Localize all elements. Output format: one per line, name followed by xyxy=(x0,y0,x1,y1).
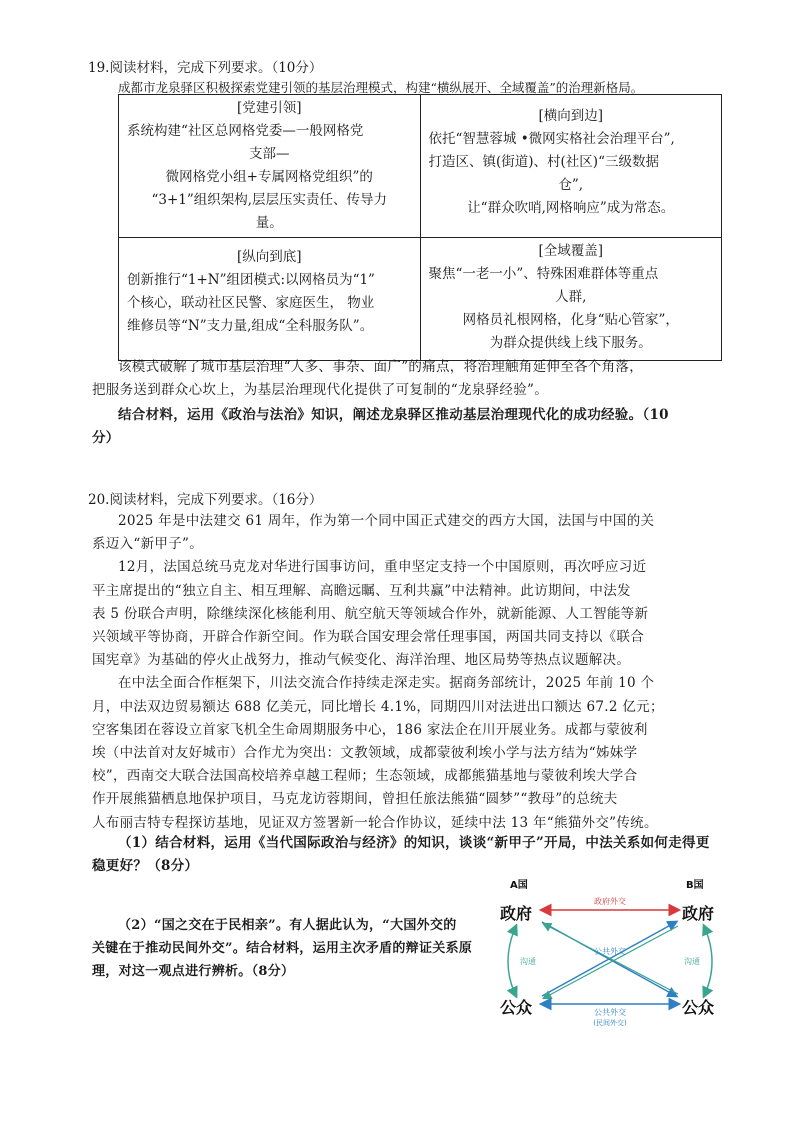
cell-line: 维修员等“N”支力量,组成“全科服务队”。 xyxy=(127,318,374,334)
q19-intro: 成都市龙泉驿区积极探索党建引领的基层治理模式，构建“横纵展开、全域覆盖”的治理新格局。 xyxy=(118,80,644,95)
material-line: 表 5 份联合声明，除继续深化核能利用、航空航天等领域合作外，就新能源、人工智能等新 xyxy=(92,605,649,622)
cell-line: 系统构建“社区总网格党委—一般网格党 xyxy=(127,123,364,139)
material-line: 在中法全面合作框架下，川法交流合作持续走深走实。据商务部统计，2025 年前 10 个 xyxy=(118,675,655,692)
right-communication-arc xyxy=(704,926,712,996)
cell-title: [横向到边] xyxy=(538,108,604,124)
cross-arrow-teal-1 xyxy=(544,926,678,998)
q20-heading: 20.阅读材料，完成下列要求。（16分） xyxy=(88,492,323,508)
material-line: 空客集团在蓉设立首家飞机全生命周期服务中心，186 家法企在川开展业务。成都与蒙彼利 xyxy=(92,721,648,738)
cell-line: 网格员礼根网格，化身“贴心管家”， xyxy=(462,312,679,328)
task-line: 结合材料，运用《政治与法治》知识，阐述龙泉驿区推动基层治理现代化的成功经验。（10 xyxy=(118,407,669,423)
material-line: 系迈入“新甲子”。 xyxy=(92,536,204,553)
diplomacy-diagram xyxy=(490,870,730,1030)
cell-line: 微网格党小组+专属网格党组织”的 xyxy=(165,169,373,185)
summary-line: 把服务送到群众心坎上，为基层治理现代化提供了可复制的“龙泉驿经验”。 xyxy=(92,382,549,398)
material-line: 埃（中法首对友好城市）合作尤为突出：文教领域，成都蒙彼利埃小学与法方结为“姊妹学 xyxy=(92,745,638,762)
public-left-label: 公众 xyxy=(500,998,533,1017)
gov-left-label: 政府 xyxy=(500,904,533,923)
material-line: 校”，西南交大联合法国高校培养卓越工程师；生态领域，成都熊猫基地与蒙彼利埃大学合 xyxy=(92,768,638,785)
cell-line: “3+1”组织架构,层层压实责任、传导力 xyxy=(151,192,388,208)
country-b-label: B国 xyxy=(686,880,704,891)
material-line: 人布丽吉特专程探访基地，见证双方签署新一轮合作协议，延续中法 13 年“熊猫外交”传统。 xyxy=(92,814,658,831)
cell-line: 聚焦“一老一小”、特殊困难群体等重点 xyxy=(428,266,659,282)
cross-diplomacy-label: 公共外交 xyxy=(594,947,626,956)
summary-line: 该模式破解了城市基层治理“人多、事杂、面广”的痛点，将治理触角延伸至各个角落， xyxy=(118,359,644,375)
gov-diplomacy-label: 政府外交 xyxy=(594,897,626,906)
cell-horizontal xyxy=(420,95,722,238)
q20-sub2 xyxy=(92,914,472,983)
cell-line: 打造区、镇(街道)、村(社区)“三级数据 xyxy=(428,154,659,170)
cell-line: 为群众提供线上线下服务。 xyxy=(489,335,652,351)
public-right-label: 公众 xyxy=(682,998,715,1017)
cell-full-coverage xyxy=(420,238,722,361)
q20-material xyxy=(92,510,664,835)
cell-party-leading xyxy=(119,95,421,238)
cell-line: 创新推行“1+N”组团模式:以网格员为“1” xyxy=(127,272,375,288)
q19-summary xyxy=(92,356,643,402)
cell-line: 仓”, xyxy=(558,177,584,193)
people-diplomacy-label: (民间外交) xyxy=(593,1019,627,1027)
material-line: 国宪章》为基础的停火止战努力，推动气候变化、海洋治理、地区局势等热点议题解决。 xyxy=(92,652,631,669)
cell-title: [纵向到底] xyxy=(236,249,302,265)
sub1-line: （1）结合材料，运用《当代国际政治与经济》的知识，谈谈“新甲子”开局，中法关系如何走得更 xyxy=(118,835,710,851)
task-line: 分） xyxy=(92,430,120,446)
material-line: 12月，法国总统马克龙对华进行国事访问，重申坚定支持一个中国原则，再次呼应习近 xyxy=(118,559,647,576)
cell-line: 量。 xyxy=(255,215,283,231)
cell-line: 支部— xyxy=(249,146,290,162)
material-line: 月，中法双边贸易额达 688 亿美元，同比增长 4.1%，同期四川对法进出口额达 67.2 亿元； xyxy=(92,698,664,715)
q19-heading: 19.阅读材料，完成下列要求。（10分） xyxy=(88,60,323,76)
right-communication-label: 沟通 xyxy=(684,957,700,966)
cell-title: [全域覆盖] xyxy=(538,243,604,259)
left-communication-label: 沟通 xyxy=(520,957,536,966)
diplomacy-diagram-svg xyxy=(490,870,730,1030)
material-line: 2025 年是中法建交 61 周年，作为第一个同中国正式建交的西方大国，法国与中国的关 xyxy=(118,513,655,529)
cell-line: 依托“智慧蓉城 •微网实格社会治理平台”, xyxy=(428,131,675,147)
sub2-line: （2）“国之交在于民相亲”。有人据此认为，“大国外交的 xyxy=(118,918,457,933)
left-communication-arc xyxy=(508,926,516,996)
q19-task xyxy=(92,404,669,450)
sub2-line: 理，对这一观点进行辨析。（8分） xyxy=(92,964,295,979)
sub2-line: 关键在于推动民间外交”。结合材料，运用主次矛盾的辩证关系原 xyxy=(92,941,473,956)
cell-line: 个核心，联动社区民警、家庭医生， 物业 xyxy=(127,295,375,311)
material-line: 作开展熊猫栖息地保护项目，马克龙访蓉期间，曾担任旅法熊猫“圆梦”“教母”的总统夫 xyxy=(92,791,618,808)
gov-right-label: 政府 xyxy=(682,904,715,923)
cell-vertical xyxy=(119,238,421,361)
sub1-line: 稳更好？（8分） xyxy=(92,858,199,874)
country-a-label: A国 xyxy=(510,880,528,891)
cell-title: [党建引领] xyxy=(236,100,302,116)
public-diplomacy-label: 公共外交 xyxy=(594,1008,626,1017)
material-line: 兴领域平等协商，开辟合作新空间。作为联合国安理会常任理事国，两国共同支持以《联合 xyxy=(92,629,644,646)
cell-line: 让“群众吹哨,网格响应”成为常态。 xyxy=(467,200,675,216)
cell-line: 人群, xyxy=(555,289,587,305)
q19-material-table xyxy=(118,94,722,361)
material-line: 平主席提出的“独立自主、相互理解、高瞻远瞩、互利共赢”中法精神。此访期间，中法发 xyxy=(92,582,631,599)
